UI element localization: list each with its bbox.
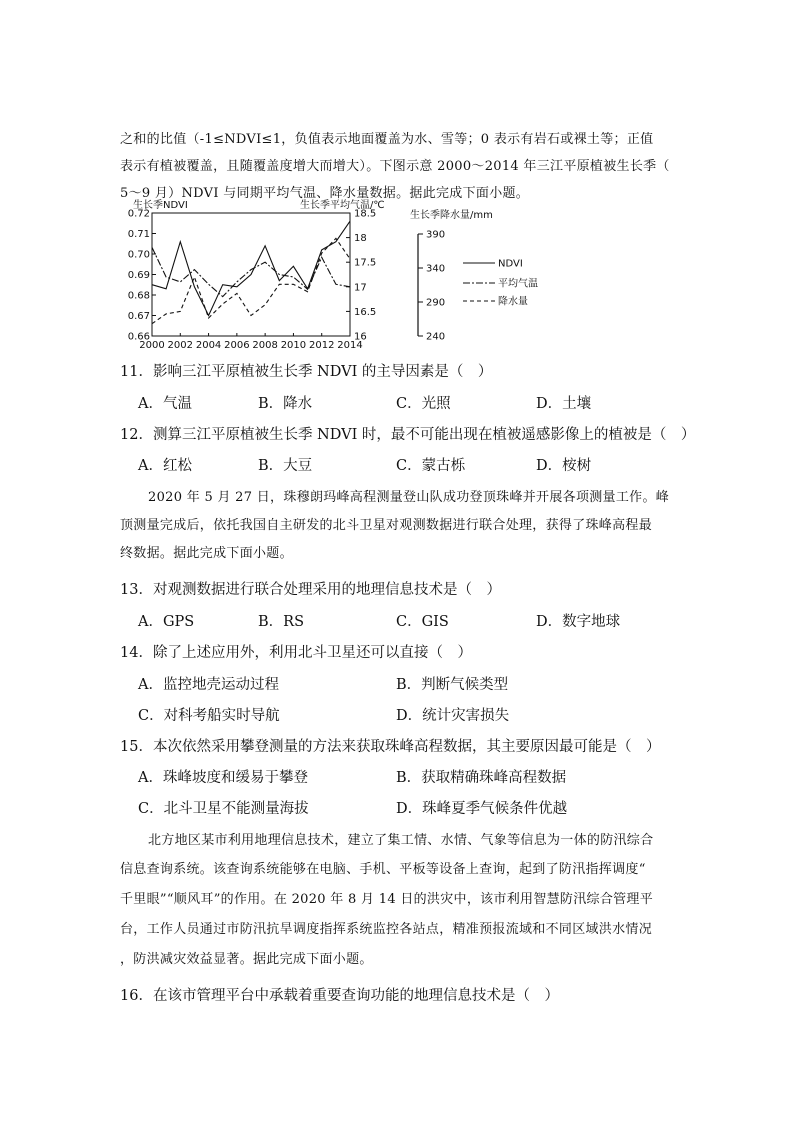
passage2-line-2: 顶测量完成后，依托我国自主研发的北斗卫星对观测数据进行联合处理，获得了珠峰高程最 bbox=[120, 518, 653, 533]
question-13-stem: 13．对观测数据进行联合处理采用的地理信息技术是（ ） bbox=[120, 582, 501, 598]
question-11-stem: 11．影响三江平原植被生长季 NDVI 的主导因素是（ ） bbox=[120, 364, 493, 380]
intro-line-2: 表示有植被覆盖，且随覆盖度增大而增大）。下图示意 2000～2014 年三江平原植被生长季（ bbox=[120, 159, 670, 174]
x-tick-label: 2008 bbox=[252, 340, 278, 351]
question-16-stem: 16．在该市管理平台中承载着重要查询功能的地理信息技术是（ ） bbox=[120, 988, 559, 1004]
q14-option-b[interactable]: B．判断气候类型 bbox=[396, 677, 509, 693]
x-tick-label: 2000 bbox=[139, 340, 165, 351]
passage3-line-3: 千里眼”“顺风耳”的作用。在 2020 年 8 月 14 日的洪灾中，该市利用智慧防汛综合管理平 bbox=[120, 892, 654, 907]
q12-option-d[interactable]: D．桉树 bbox=[536, 458, 592, 474]
ndvi-axis-label: 生长季NDVI bbox=[133, 200, 188, 211]
ndvi-tick-label: 0.66 bbox=[128, 331, 150, 343]
legend-label: NDVI bbox=[498, 258, 523, 270]
passage3-line-1: 北方地区某市利用地理信息技术，建立了集工情、水情、气象等信息为一体的防汛综合 bbox=[148, 833, 654, 848]
q13-option-d[interactable]: D．数字地球 bbox=[536, 614, 621, 630]
q13-option-c[interactable]: C．GIS bbox=[396, 614, 449, 630]
ndvi-tick-label: 0.70 bbox=[128, 249, 150, 261]
precip-tick-label: 390 bbox=[426, 229, 446, 241]
precip-tick-label: 290 bbox=[426, 297, 446, 309]
q11-option-c[interactable]: C．光照 bbox=[396, 396, 451, 412]
q15-option-a[interactable]: A．珠峰坡度和缓易于攀登 bbox=[138, 770, 308, 786]
q11-option-b[interactable]: B．降水 bbox=[258, 396, 313, 412]
temp-tick-label: 18 bbox=[354, 233, 367, 245]
temp-tick-label: 17 bbox=[354, 282, 367, 294]
x-tick-label: 2002 bbox=[167, 340, 194, 351]
ndvi-tick-label: 0.71 bbox=[128, 229, 150, 240]
temp-axis-label: 生长季平均气温/℃ bbox=[300, 200, 385, 211]
question-14-stem: 14．除了上述应用外，利用北斗卫星还可以直接（ ） bbox=[120, 645, 472, 661]
temp-tick-label: 18.5 bbox=[354, 208, 377, 220]
intro-line-1: 之和的比值（-1≤NDVI≤1，负值表示地面覆盖为水、雪等；0 表示有岩石或裸土等；正值 bbox=[120, 132, 654, 147]
q12-option-a[interactable]: A．红松 bbox=[138, 458, 192, 474]
q14-option-c[interactable]: C．对科考船实时导航 bbox=[138, 708, 280, 724]
q14-option-a[interactable]: A．监控地壳运动过程 bbox=[138, 677, 279, 693]
passage3-line-2: 信息查询系统。该查询系统能够在电脑、手机、平板等设备上查询，起到了防汛指挥调度“ bbox=[120, 862, 646, 877]
temp-tick-label: 16 bbox=[354, 331, 367, 343]
x-tick-label: 2010 bbox=[280, 340, 307, 351]
x-tick-label: 2006 bbox=[224, 340, 250, 351]
x-tick-label: 2004 bbox=[195, 340, 222, 351]
precip-tick-label: 240 bbox=[426, 331, 446, 343]
question-15-stem: 15．本次依然采用攀登测量的方法来获取珠峰高程数据，其主要原因最可能是（ ） bbox=[120, 739, 661, 755]
q14-option-d[interactable]: D．统计灾害损失 bbox=[396, 708, 510, 724]
passage3-line-5: ，防洪减灾效益显著。据此完成下面小题。 bbox=[120, 952, 373, 967]
q12-option-c[interactable]: C．蒙古栎 bbox=[396, 458, 466, 474]
temp-tick-label: 17.5 bbox=[354, 257, 377, 269]
ndvi-tick-label: 0.67 bbox=[128, 311, 150, 322]
q15-option-b[interactable]: B．获取精确珠峰高程数据 bbox=[396, 770, 567, 786]
chart-svg bbox=[128, 196, 548, 354]
intro-line-3: 5～9 月）NDVI 与同期平均气温、降水量数据。据此完成下面小题。 bbox=[120, 186, 530, 201]
q13-option-b[interactable]: B．RS bbox=[258, 614, 305, 630]
ndvi-tick-label: 0.68 bbox=[128, 290, 150, 302]
q15-option-c[interactable]: C．北斗卫星不能测量海拔 bbox=[138, 801, 309, 817]
passage3-line-4: 台，工作人员通过市防汛抗旱调度指挥系统监控各站点，精准预报流域和不同区域洪水情况 bbox=[120, 922, 653, 937]
q15-option-d[interactable]: D．珠峰夏季气候条件优越 bbox=[396, 801, 568, 817]
precip-axis-label: 生长季降水量/mm bbox=[410, 210, 493, 221]
legend-label: 降水量 bbox=[498, 296, 528, 308]
ndvi-tick-label: 0.69 bbox=[128, 270, 150, 281]
q12-option-b[interactable]: B．大豆 bbox=[258, 458, 313, 474]
q11-option-a[interactable]: A．气温 bbox=[138, 396, 192, 412]
legend-label: 平均气温 bbox=[498, 278, 538, 290]
passage2-line-1: 2020 年 5 月 27 日，珠穆朗玛峰高程测量登山队成功登顶珠峰并开展各项测量工作。峰 bbox=[148, 490, 670, 505]
ndvi-tick-label: 0.72 bbox=[128, 208, 150, 220]
ndvi-climate-chart bbox=[128, 196, 548, 354]
precip-tick-label: 340 bbox=[426, 263, 446, 275]
x-tick-label: 2014 bbox=[337, 340, 363, 351]
x-tick-label: 2012 bbox=[308, 340, 335, 351]
q13-option-a[interactable]: A．GPS bbox=[138, 614, 195, 630]
temp-tick-label: 16.5 bbox=[354, 306, 377, 318]
question-12-stem: 12．测算三江平原植被生长季 NDVI 时，最不可能出现在植被遥感影像上的植被是（ ） bbox=[120, 427, 696, 443]
q11-option-d[interactable]: D．土壤 bbox=[536, 396, 592, 412]
passage2-line-3: 终数据。据此完成下面小题。 bbox=[120, 546, 293, 561]
series-line-ndvi bbox=[152, 221, 350, 315]
